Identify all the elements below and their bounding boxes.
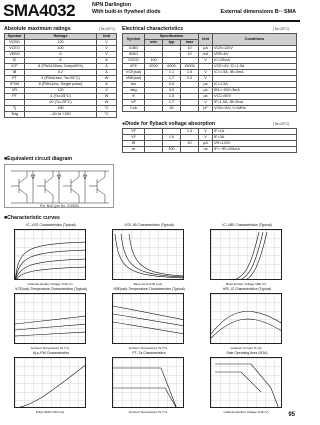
curve-line xyxy=(15,364,86,408)
curve-line xyxy=(113,368,177,408)
abs-max-cell: IFSM xyxy=(5,82,25,88)
abs-max-cell: V xyxy=(97,52,117,58)
abs-max-cell: 150 xyxy=(25,106,97,112)
curve-plot-area xyxy=(112,229,184,280)
abs-max-cell: 0.2 xyxy=(25,70,97,76)
abs-max-cell: PT xyxy=(5,94,25,100)
curve-title: VBE(sat)–Temperature Characteristics (Typical) xyxy=(113,287,185,291)
curve-panel xyxy=(4,351,98,415)
col-symbol: Symbol xyxy=(5,34,25,40)
elec-cell: 4.5 xyxy=(163,88,181,94)
abs-max-cell: 8 (PW≤100ms, Duty≤50%) xyxy=(25,64,97,70)
abs-max-unit-note: (Ta=25°C) xyxy=(99,27,116,31)
elec-cell: 30 xyxy=(163,106,181,112)
abs-max-cell: 100 xyxy=(25,46,97,52)
diode-cell: IF=3A xyxy=(213,135,297,141)
abs-max-cell: VEBO xyxy=(5,52,25,58)
diode-cell: 1.6 xyxy=(163,135,181,141)
curve-panel xyxy=(102,351,196,415)
curve-graphic xyxy=(15,294,86,344)
circuit-note: Pin: BoD (pin No. 2/3/5/8) xyxy=(40,204,79,208)
curve-graphic xyxy=(211,294,282,344)
elec-cell: V xyxy=(199,58,213,64)
curve-panel xyxy=(4,287,98,351)
abs-max-cell: VCBO xyxy=(5,40,25,46)
abs-max-cell: A xyxy=(97,64,117,70)
abs-max-cell: 4 (Ta=25°C) xyxy=(25,94,97,100)
elec-cell: 2000 xyxy=(145,64,163,70)
curve-plot-area xyxy=(210,293,282,344)
curve-panel xyxy=(200,351,294,415)
curve-plot-area xyxy=(210,229,282,280)
device-type-line1: NPN Darlington xyxy=(92,2,132,8)
curve-plot-area xyxy=(112,293,184,344)
diode-cell xyxy=(181,147,199,153)
abs-max-cell: Tj xyxy=(5,106,25,112)
abs-max-cell: 120 xyxy=(25,40,97,46)
external-dimensions-label: External dimensions B···SMA xyxy=(220,9,296,15)
equivalent-circuit-diagram xyxy=(4,164,114,208)
diode-cell: VF xyxy=(123,129,145,135)
elec-cell: VCE=4V, IC=1.5A xyxy=(213,64,297,70)
col-conditions: Conditions xyxy=(213,34,297,46)
diode-cell: ns xyxy=(199,147,213,153)
diode-cell xyxy=(145,147,163,153)
model-number: SMA4032 xyxy=(3,1,76,20)
curve-title: VCE–IB Characteristics (Typical) xyxy=(124,223,174,227)
curve-plot-area xyxy=(112,357,184,408)
abs-max-title: Absolute maximum ratings xyxy=(4,26,71,32)
elec-cell: VCE(sat) xyxy=(123,70,145,76)
diode-cell: IF=1A xyxy=(213,129,297,135)
elec-unit-note: (Ta=25°C) xyxy=(273,27,290,31)
elec-cell: 1.5 xyxy=(181,70,199,76)
diode-cell: VR=120V xyxy=(213,141,297,147)
abs-max-cell: V xyxy=(97,88,117,94)
abs-max-cell: VCEO xyxy=(5,46,25,52)
abs-max-cell: 6 xyxy=(25,58,97,64)
abs-max-cell: 4 (PW≤1sec, Ta=25°C) xyxy=(25,76,97,82)
curve-panel xyxy=(102,287,196,351)
page-number: 95 xyxy=(288,412,295,418)
elec-cell: VF xyxy=(123,100,145,106)
elec-table xyxy=(122,33,297,112)
curve-x-label: Base Current IB (mA) xyxy=(133,282,163,286)
abs-max-cell: –40 to +150 xyxy=(25,112,97,118)
abs-max-cell: W xyxy=(97,100,117,106)
curve-title: PT–Ta Characteristics xyxy=(132,351,166,355)
abs-max-cell: W xyxy=(97,94,117,100)
col-symbol: Symbol xyxy=(123,34,145,46)
header-bar xyxy=(0,0,300,22)
curve-x-label: Ambient Temperature Ta (°C) xyxy=(128,410,168,414)
curve-title: θj-a–PW Characteristics xyxy=(32,351,70,355)
elec-cell: 100 xyxy=(145,58,163,64)
elec-cell: IC=1.5A, IB=3mA xyxy=(213,70,297,76)
elec-title: Electrical characteristics xyxy=(122,26,184,32)
diode-cell: μA xyxy=(199,141,213,147)
diode-cell: 100 xyxy=(163,147,181,153)
elec-cell: 1.7 xyxy=(163,100,181,106)
abs-max-cell: A xyxy=(97,58,117,64)
elec-cell: 1.7 xyxy=(163,76,181,82)
curve-x-label: Base-Emitter Voltage VBE (V) xyxy=(226,282,266,286)
elec-cell: IF=1.5A, IB=3mA xyxy=(213,100,297,106)
elec-row xyxy=(123,106,297,112)
elec-cell: IB1=−IB2=3mA xyxy=(213,88,297,94)
curve-plot-area xyxy=(14,357,86,408)
elec-cell: Cob xyxy=(123,106,145,112)
curve-line xyxy=(15,242,86,280)
elec-cell: ICBO xyxy=(123,46,145,52)
curve-title: IC–VCE Characteristics (Typical) xyxy=(26,223,76,227)
curve-line xyxy=(115,234,184,278)
curve-line xyxy=(15,316,86,336)
abs-max-cell: Tstg xyxy=(5,112,25,118)
elec-cell: VEB=6V xyxy=(213,52,297,58)
curve-title: Safe Operating Area (SOA) xyxy=(226,351,268,355)
circuit-title: ■Equivalent circuit diagram xyxy=(4,156,72,162)
diode-cell: trr xyxy=(123,147,145,153)
elec-cell: tf xyxy=(123,94,145,100)
abs-max-cell: 6 xyxy=(25,52,97,58)
abs-max-cell: °C xyxy=(97,106,117,112)
curve-line xyxy=(113,306,184,334)
curve-x-label: Collector-Emitter Voltage VCE (V) xyxy=(223,410,269,414)
curve-plot-area xyxy=(14,229,86,280)
elec-cell xyxy=(181,106,199,112)
diode-cell: 10 xyxy=(181,141,199,147)
curve-x-label: Pulse Width PW (ms) xyxy=(35,410,65,414)
curve-line xyxy=(231,232,267,280)
curve-plot-area xyxy=(14,293,86,344)
abs-max-cell: PT xyxy=(5,76,25,82)
diode-unit-note: (Ta=25°C) xyxy=(273,122,290,126)
elec-cell: VCB=10V, f=1MHz xyxy=(213,106,297,112)
abs-max-cell: 20 (Tc=25°C) xyxy=(25,100,97,106)
curve-panel xyxy=(200,287,294,351)
elec-cell: 6000 xyxy=(163,64,181,70)
elec-cell: 10 xyxy=(181,46,199,52)
curve-graphic xyxy=(15,358,86,408)
abs-max-row xyxy=(5,112,117,118)
curve-line xyxy=(215,364,279,408)
abs-max-cell: W xyxy=(97,76,117,82)
diode-cell: 1.5 xyxy=(181,129,199,135)
elec-cell: VBE(sat) xyxy=(123,76,145,82)
elec-cell: VCB=120V xyxy=(213,46,297,52)
elec-cell: 1.5 xyxy=(163,94,181,100)
elec-cell: IEBO xyxy=(123,52,145,58)
curve-title: IC–VBE Characteristics (Typical) xyxy=(222,223,272,227)
col-typ: typ xyxy=(163,40,181,46)
curve-x-label: Ambient Temperature Ta (°C) xyxy=(30,346,70,350)
elec-cell: ton xyxy=(123,82,145,88)
elec-cell xyxy=(145,106,163,112)
elec-cell: tstg xyxy=(123,88,145,94)
elec-cell: μs xyxy=(199,94,213,100)
diode-cell: VF xyxy=(123,135,145,141)
abs-max-cell: VR xyxy=(5,88,25,94)
elec-cell: 1.1 xyxy=(163,70,181,76)
curves-title: ■Characteristic curves xyxy=(4,215,60,221)
col-unit: Unit xyxy=(97,34,117,40)
col-min: min xyxy=(145,40,163,46)
curve-panel xyxy=(4,223,98,287)
abs-max-table xyxy=(4,33,117,118)
curve-plot-area xyxy=(210,357,282,408)
curve-graphic xyxy=(211,358,282,408)
curve-graphic xyxy=(113,230,184,280)
curve-panel xyxy=(200,223,294,287)
elec-cell: V xyxy=(199,100,213,106)
abs-max-cell: V xyxy=(97,46,117,52)
elec-cell: μs xyxy=(199,88,213,94)
device-type xyxy=(92,2,161,16)
elec-cell: IC=1.5A xyxy=(213,82,297,88)
abs-max-cell: IB xyxy=(5,70,25,76)
elec-cell: IC=25mA xyxy=(213,58,297,64)
device-type-line2: With built-in flywheel diode xyxy=(92,9,161,15)
diode-row xyxy=(123,147,297,153)
elec-cell: VCC=50V xyxy=(213,94,297,100)
abs-max-cell: A xyxy=(97,82,117,88)
abs-max-cell: ICP xyxy=(5,64,25,70)
curve-graphic xyxy=(113,358,184,408)
curve-x-label: Ambient Temperature Ta (°C) xyxy=(128,346,168,350)
curve-title: VCE(sat)–Temperature Characteristics (Typical) xyxy=(15,287,87,291)
elec-cell: hFE xyxy=(123,64,145,70)
curve-title: hFE–IC Characteristics (Typical) xyxy=(222,287,272,291)
curve-graphic xyxy=(211,230,282,280)
abs-max-cell: 120 xyxy=(25,88,97,94)
elec-cell: pF xyxy=(199,106,213,112)
elec-cell: VCEO xyxy=(123,58,145,64)
curve-x-label: Collector-Emitter Voltage VCE (V) xyxy=(27,282,73,286)
abs-max-cell: 8 (PW≤1ms, Single pulse) xyxy=(25,82,97,88)
abs-max-cell: IC xyxy=(5,58,25,64)
elec-cell: V xyxy=(199,76,213,82)
elec-cell: mA xyxy=(199,52,213,58)
abs-max-cell: °C xyxy=(97,112,117,118)
elec-cell: 0.5 xyxy=(163,82,181,88)
elec-cell: 15000 xyxy=(181,64,199,70)
col-max: max xyxy=(181,40,199,46)
diode-cell: IF=−IR=100mA xyxy=(213,147,297,153)
col-ratings: Ratings xyxy=(25,34,97,40)
curve-panel xyxy=(102,223,196,287)
diode-cell: V xyxy=(199,135,213,141)
elec-cell: μA xyxy=(199,46,213,52)
col-unit: Unit xyxy=(199,34,213,46)
col-specification: Specification xyxy=(145,34,199,40)
abs-max-cell: A xyxy=(97,70,117,76)
elec-cell: V xyxy=(199,70,213,76)
diode-table xyxy=(122,128,297,153)
diode-title: ●Diode for flyback voltage absorption xyxy=(122,121,216,127)
curve-x-label: Collector Current IC (A) xyxy=(230,346,262,350)
circuit-schematic xyxy=(5,165,115,209)
curve-line xyxy=(211,311,282,338)
elec-cell: μs xyxy=(199,82,213,88)
curve-graphic xyxy=(15,230,86,280)
curve-graphic xyxy=(113,294,184,344)
elec-cell: 10 xyxy=(181,52,199,58)
abs-max-cell: V xyxy=(97,40,117,46)
diode-cell: IR xyxy=(123,141,145,147)
diode-cell: V xyxy=(199,129,213,135)
elec-cell: 2.0 xyxy=(181,76,199,82)
